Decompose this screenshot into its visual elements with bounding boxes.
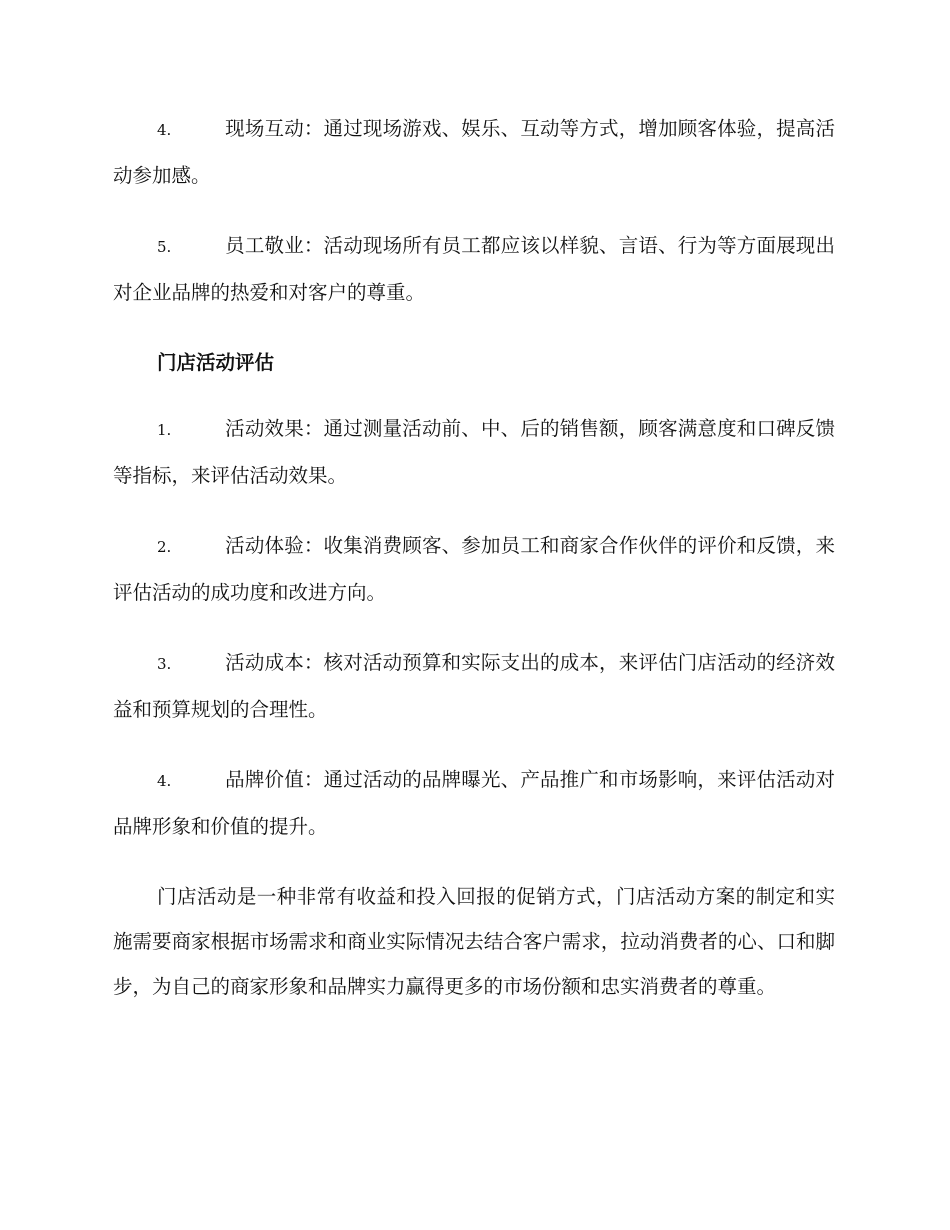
list-item — [113, 523, 835, 615]
list-item-text: 现场互动：通过现场游戏、娱乐、互动等方式，增加顾客体验，提高活动参加感。 — [113, 117, 835, 187]
list-item-number: 3. — [157, 655, 172, 673]
list-item-number: 1. — [157, 421, 172, 439]
list-item-text: 活动成本：核对活动预算和实际支出的成本，来评估门店活动的经济效益和预算规划的合理性。 — [113, 651, 835, 721]
list-item-number: 2. — [157, 538, 172, 556]
list-item — [113, 223, 835, 315]
list-item-text: 品牌价值：通过活动的品牌曝光、产品推广和市场影响，来评估活动对品牌形象和价值的提升。 — [113, 768, 835, 838]
document-body — [113, 106, 835, 1009]
list-item-number: 5. — [157, 238, 172, 256]
list-item-text: 活动效果：通过测量活动前、中、后的销售额，顾客满意度和口碑反馈等指标，来评估活动效果。 — [113, 417, 835, 487]
list-item-text: 员工敬业：活动现场所有员工都应该以样貌、言语、行为等方面展现出对企业品牌的热爱和对客户的尊重。 — [113, 234, 835, 304]
list-item-text: 活动体验：收集消费顾客、参加员工和商家合作伙伴的评价和反馈，来评估活动的成功度和改进方向。 — [113, 534, 835, 604]
list-item — [113, 757, 835, 849]
closing-paragraph: 门店活动是一种非常有收益和投入回报的促销方式，门店活动方案的制定和实施需要商家根据市场需求和商业实际情况去结合客户需求，拉动消费者的心、口和脚步，为自己的商家形象和品牌实力赢得更多的市场份额和忠实消费者的尊重。 — [113, 885, 835, 998]
list-item — [113, 640, 835, 732]
list-item-number: 4. — [157, 772, 172, 790]
list-item-number: 4. — [157, 121, 172, 139]
section-heading: 门店活动评估 — [157, 351, 275, 374]
list-item — [113, 406, 835, 498]
list-item — [113, 106, 835, 198]
